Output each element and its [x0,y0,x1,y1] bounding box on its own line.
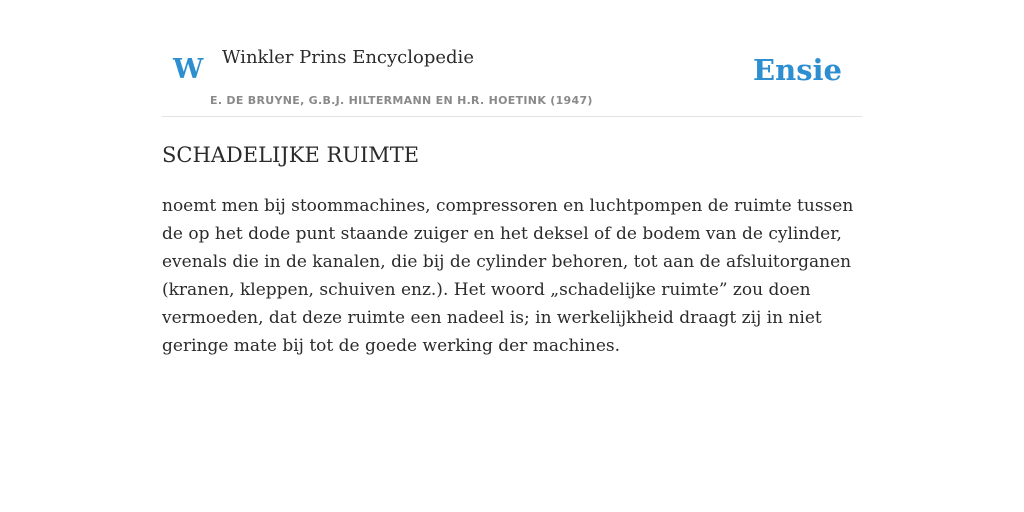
source-header [162,0,862,117]
article-body: noemt men bij stoommachines, compressoren en luchtpompen de ruimte tussen de op het dode punt staande zuiger en het deksel of de bodem van de cylinder, evenals die in de kanalen, die bij de cylinder behoren, tot aan de afsluitorganen (kranen, kleppen, schuiven enz.). Het woord „schadelijke ruimte” zou doen vermoeden, dat deze ruimte een nadeel is; in werkelijkheid draagt zij in niet geringe mate bij tot de goede werking der machines. [162,196,854,356]
source-logo-w[interactable]: W [173,54,204,85]
ensie-brand-logo[interactable]: Ensie [753,53,842,87]
article-title: SCHADELIJKE RUIMTE [162,143,420,167]
article [162,140,862,360]
source-authors: E. DE BRUYNE, G.B.J. HILTERMANN EN H.R. HOETINK (1947) [210,94,593,107]
source-title: Winkler Prins Encyclopedie [222,47,474,68]
